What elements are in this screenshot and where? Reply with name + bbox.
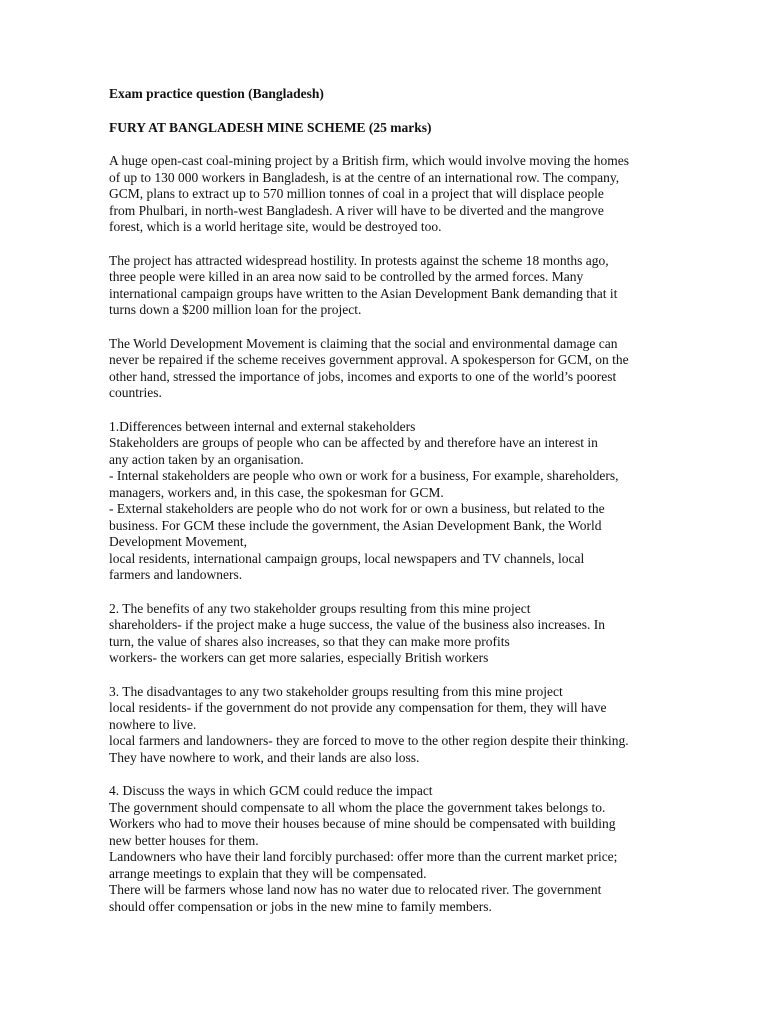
text-line: arrange meetings to explain that they will be compensated.: [109, 865, 427, 881]
text-line: Workers who had to move their houses because of mine should be compensated with building: [109, 816, 616, 831]
document-page: [109, 85, 661, 915]
text-line: never be repaired if the scheme receives government approval. A spokesperson for GCM, on the: [109, 352, 629, 367]
text-line: 4. Discuss the ways in which GCM could reduce the impact: [109, 783, 433, 798]
text-line: The World Development Movement is claiming that the social and environmental damage can: [109, 335, 618, 351]
paragraph: [109, 601, 661, 667]
text-line: Development Movement,: [109, 534, 247, 549]
text-line: The project has attracted widespread hostility. In protests against the scheme 18 months ago,: [109, 252, 609, 268]
text-line: GCM, plans to extract up to 570 million tonnes of coal in a project that will displace people: [109, 186, 604, 201]
text-line: other hand, stressed the importance of jobs, incomes and exports to one of the world’s poorest: [109, 368, 617, 384]
text-line: shareholders- if the project make a huge success, the value of the business also increases. In: [109, 617, 605, 632]
text-line: local residents- if the government do not provide any compensation for them, they will have: [109, 700, 607, 715]
text-line: three people were killed in an area now said to be controlled by the armed forces. Many: [109, 269, 584, 284]
text-line: any action taken by an organisation.: [109, 451, 304, 467]
paragraph: [109, 253, 661, 319]
paragraph: [109, 153, 661, 236]
text-line: They have nowhere to work, and their lands are also loss.: [109, 749, 420, 765]
text-line: 2. The benefits of any two stakeholder groups resulting from this mine project: [109, 600, 531, 616]
text-line: The government should compensate to all whom the place the government takes belongs to.: [109, 799, 606, 815]
text-line: of up to 130 000 workers in Bangladesh, is at the centre of an international row. The company,: [109, 169, 620, 185]
text-line: local farmers and landowners- they are forced to move to the other region despite their thinking.: [109, 733, 629, 748]
text-line: should offer compensation or jobs in the new mine to family members.: [109, 898, 492, 914]
document-heading: Exam practice question (Bangladesh): [109, 86, 324, 101]
text-line: There will be farmers whose land now has no water due to relocated river. The government: [109, 882, 602, 897]
text-line: countries.: [109, 385, 162, 400]
text-line: farmers and landowners.: [109, 567, 243, 582]
document-body: [109, 153, 661, 915]
text-line: - Internal stakeholders are people who own or work for a business, For example, shareholders,: [109, 468, 619, 483]
text-line: new better houses for them.: [109, 832, 259, 848]
text-line: A huge open-cast coal-mining project by a British firm, which would involve moving the homes: [109, 153, 630, 168]
text-line: from Phulbari, in north-west Bangladesh. A river will have to be diverted and the mangrove: [109, 202, 604, 218]
text-line: - External stakeholders are people who do not work for or own a business, but related to the: [109, 501, 605, 516]
text-line: 1.Differences between internal and external stakeholders: [109, 418, 416, 434]
text-line: turn, the value of shares also increases, so that they can make more profits: [109, 633, 510, 649]
text-line: nowhere to live.: [109, 716, 197, 732]
text-line: managers, workers and, in this case, the spokesman for GCM.: [109, 484, 444, 500]
article-title: FURY AT BANGLADESH MINE SCHEME (25 marks): [109, 120, 432, 135]
text-line: workers- the workers can get more salaries, especially British workers: [109, 650, 489, 665]
text-line: business. For GCM these include the government, the Asian Development Bank, the World: [109, 517, 602, 533]
text-line: forest, which is a world heritage site, would be destroyed too.: [109, 219, 442, 234]
paragraph: [109, 684, 661, 767]
paragraph: [109, 336, 661, 402]
text-line: Landowners who have their land forcibly purchased: offer more than the current market price;: [109, 849, 618, 864]
paragraph: [109, 783, 661, 915]
text-line: Stakeholders are groups of people who can be affected by and therefore have an interest in: [109, 435, 598, 450]
text-line: international campaign groups have written to the Asian Development Bank demanding that it: [109, 285, 618, 301]
text-line: 3. The disadvantages to any two stakeholder groups resulting from this mine project: [109, 683, 563, 699]
paragraph: [109, 419, 661, 584]
text-line: turns down a $200 million loan for the project.: [109, 302, 362, 317]
text-line: local residents, international campaign groups, local newspapers and TV channels, local: [109, 550, 585, 566]
